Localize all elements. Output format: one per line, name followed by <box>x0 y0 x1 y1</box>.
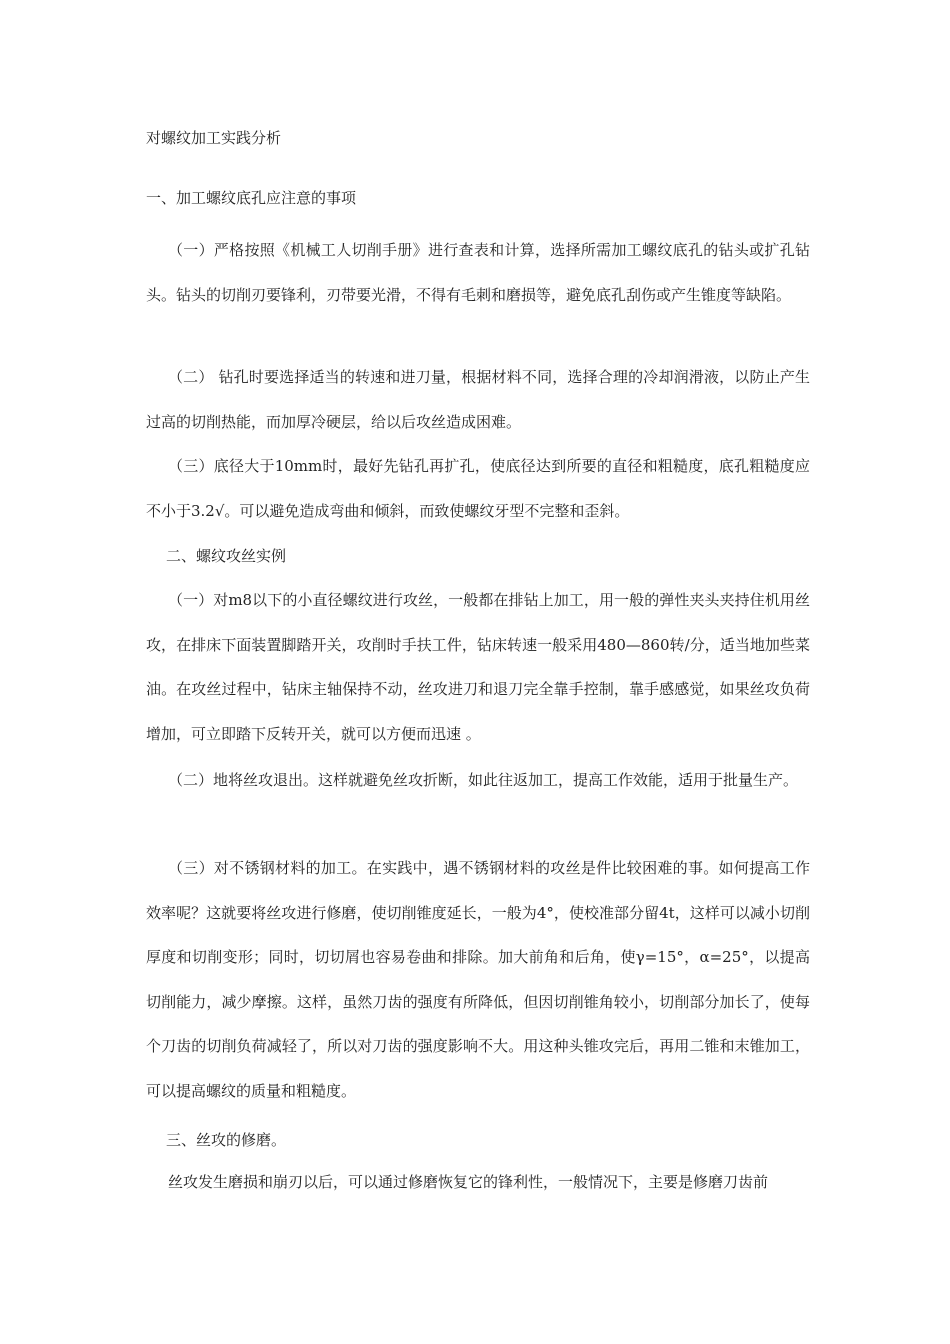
section2-paragraph-1: （一）对m8以下的小直径螺纹进行攻丝，一般都在排钻上加工，用一般的弹性夹头夹持住机用丝攻，在排床下面装置脚踏开关，攻削时手扶工件，钻床转速一般采用480—860转/分，适当地加些菜油。在攻丝过程中，钻床主轴保持不动，丝攻进刀和退刀完全靠手控制，靠手感感觉，如果丝攻负荷增加，可立即踏下反转开关，就可以方便而迅速 。 <box>146 591 810 743</box>
section1-paragraph-3: （三）底径大于10mm时，最好先钻孔再扩孔，使底径达到所要的直径和粗糙度，底孔粗糙度应不小于3.2√。可以避免造成弯曲和倾斜，而致使螺纹牙型不完整和歪斜。 <box>146 457 810 520</box>
section1-paragraph-1: （一）严格按照《机械工人切削手册》进行查表和计算，选择所需加工螺纹底孔的钻头或扩孔钻头。钻头的切削刃要锋利，刃带要光滑，不得有毛刺和磨损等，避免底孔刮伤或产生锥度等缺陷。 <box>146 241 810 304</box>
section2-heading: 二、螺纹攻丝实例 <box>166 547 287 565</box>
section2-paragraph-3: （三）对不锈钢材料的加工。在实践中，遇不锈钢材料的攻丝是件比较困难的事。如何提高工作效率呢？这就要将丝攻进行修磨，使切削锥度延长，一般为4°，使校准部分留4t，这样可以减小切削厚度和切削变形；同时，切切屑也容易卷曲和排除。加大前角和后角，使γ=15°，α=25°，以提高切削能力，减少摩擦。这样，虽然刀齿的强度有所降低，但因切削锥角较小，切削部分加长了，使每个刀齿的切削负荷减轻了，所以对刀齿的强度影响不大。用这种头锥攻完后，再用二锥和末锥加工，可以提高螺纹的质量和粗糙度。 <box>146 859 810 1100</box>
section1-paragraph-2: （二） 钻孔时要选择适当的转速和进刀量，根据材料不同，选择合理的冷却润滑液，以防止产生过高的切削热能，而加厚冷硬层，给以后攻丝造成困难。 <box>146 368 810 431</box>
section3-paragraph-1: 丝攻发生磨损和崩刃以后，可以通过修磨恢复它的锋利性，一般情况下，主要是修磨刀齿前 <box>168 1173 769 1191</box>
section3-heading: 三、丝攻的修磨。 <box>166 1131 287 1149</box>
section1-heading: 一、加工螺纹底孔应注意的事项 <box>146 189 357 207</box>
section2-paragraph-2: （二）地将丝攻退出。这样就避免丝攻折断，如此往返加工，提高工作效能，适用于批量生产。 <box>168 771 799 789</box>
document-title: 对螺纹加工实践分析 <box>146 129 282 147</box>
